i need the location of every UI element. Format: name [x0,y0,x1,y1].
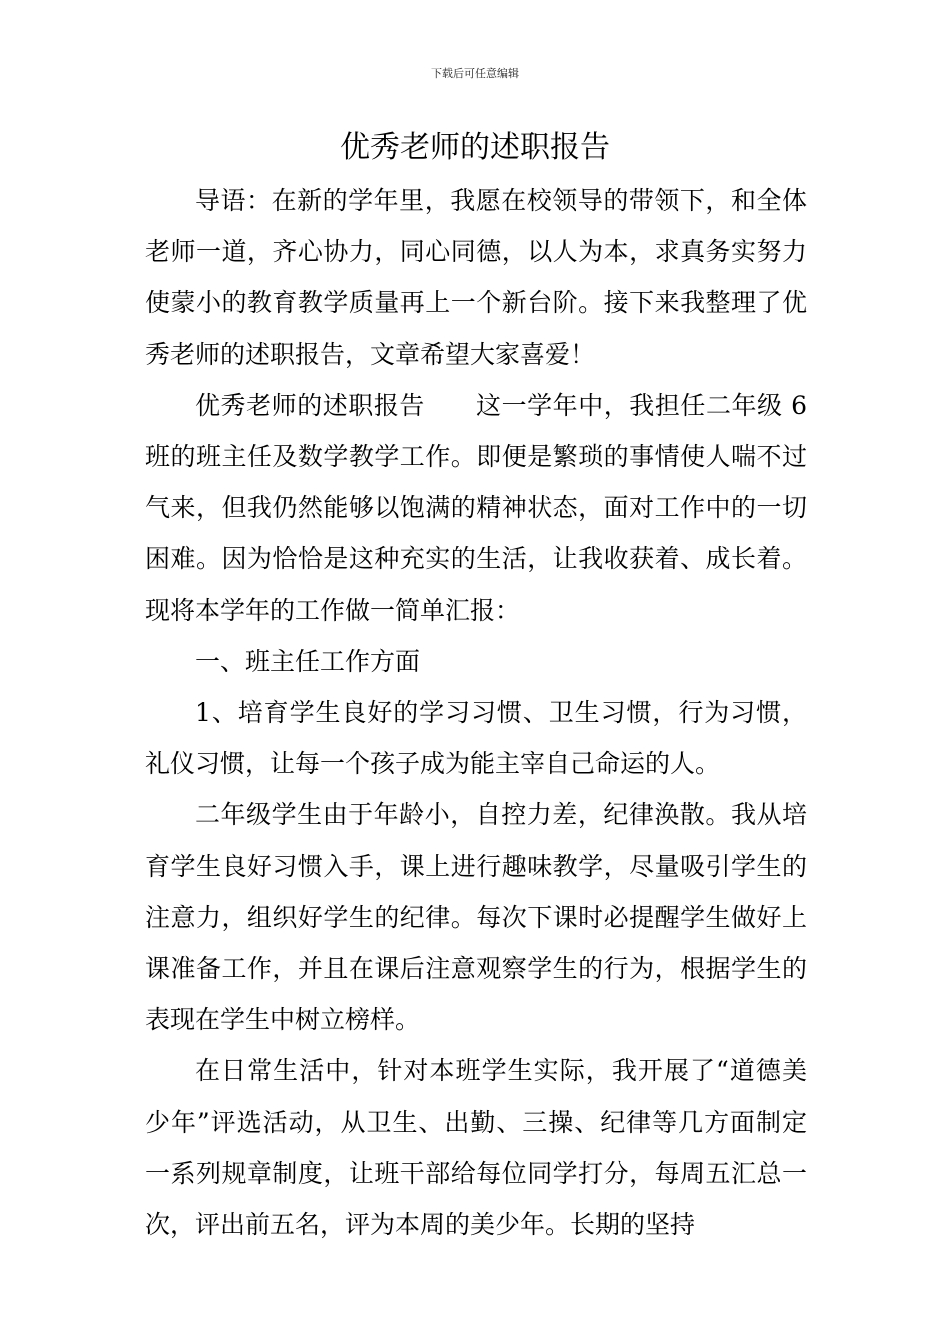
document-title: 优秀老师的述职报告 [340,130,610,165]
document-body [145,175,807,1250]
paragraph-daily-life: 在日常生活中，针对本班学生实际，我开展了“道德美少年”评选活动，从卫生、出勤、三操、纪律等几方面制定一系列规章制度，让班干部给每位同学打分，每周五汇总一次，评出前五名，评为本周的美少年。长期的坚持 [145,1056,807,1240]
paragraph-intro: 导语：在新的学年里，我愿在校领导的带领下，和全体老师一道，齐心协力，同心同德，以人为本，求真务实努力使蒙小的教育教学质量再上一个新台阶。接下来我整理了优秀老师的述职报告，文章希望大家喜爱！ [145,186,807,369]
paragraph-discipline: 二年级学生由于年龄小，自控力差，纪律涣散。我从培育学生良好习惯入手，课上进行趣味教学，尽量吸引学生的注意力，组织好学生的纪律。每次下课时必提醒学生做好上课准备工作，并且在课后注意观察学生的行为，根据学生的表现在学生中树立榜样。 [145,800,807,1035]
section-heading-class-teacher: 一、班主任工作方面 [195,646,421,676]
paragraph-report-opening: 优秀老师的述职报告 这一学年中，我担任二年级 6 班的班主任及数学教学工作。即便是繁琐的事情使人喘不过气来，但我仍然能够以饱满的精神状态，面对工作中的一切困难。因为恰恰是这种充实的生活，让我收获着、成长着。现将本学年的工作做一简单汇报： [145,390,807,625]
paragraph-habits: 1、培育学生良好的学习习惯、卫生习惯，行为习惯，礼仪习惯，让每一个孩子成为能主宰自己命运的人。 [145,698,807,779]
header-note: 下载后可任意编辑 [431,67,519,80]
